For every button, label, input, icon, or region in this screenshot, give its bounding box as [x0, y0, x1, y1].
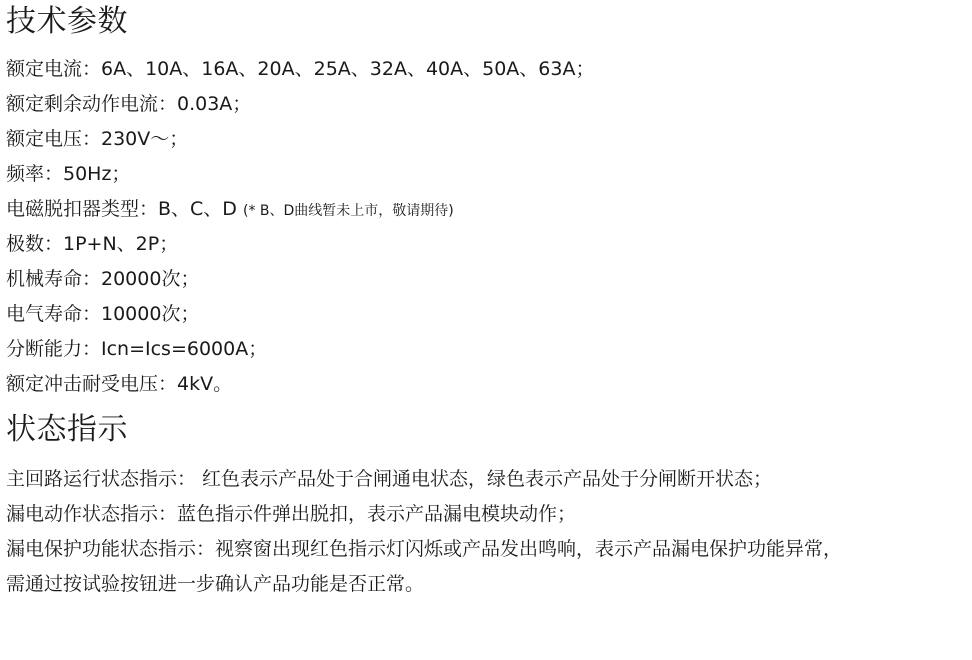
spec-mechanical-life: 机械寿命：20000次； — [6, 268, 200, 290]
status-leakage-protection: 漏电保护功能状态指示：视察窗出现红色指示灯闪烁或产品发出鸣响，表示产品漏电保护功能异常，需通过按试验按钮进一步确认产品功能是否正常。 — [6, 538, 843, 595]
spec-residual-current: 额定剩余动作电流：0.03A； — [6, 93, 252, 115]
spec-poles: 极数：1P+N、2P； — [6, 233, 179, 255]
status-leakage-action: 漏电动作状态指示：蓝色指示件弹出脱扣，表示产品漏电模块动作； — [6, 503, 577, 525]
spec-rated-current: 额定电流：6A、10A、16A、20A、25A、32A、40A、50A、63A； — [6, 58, 595, 80]
spec-breaking-capacity: 分断能力：Icn=Ics=6000A； — [6, 338, 268, 360]
tech-params-list — [6, 52, 972, 402]
trip-type-note: (* B、D曲线暂未上市，敬请期待) — [242, 203, 454, 219]
spec-trip-type-text: 电磁脱扣器类型：B、C、D — [6, 198, 237, 220]
tech-params-heading: 技术参数 — [6, 4, 128, 39]
spec-frequency: 频率：50Hz； — [6, 163, 131, 185]
spec-trip-type — [6, 192, 972, 227]
status-indication-heading: 状态指示 — [6, 412, 128, 447]
spec-rated-voltage: 额定电压：230V～； — [6, 128, 189, 150]
status-indication-list — [6, 462, 972, 602]
spec-electrical-life: 电气寿命：10000次； — [6, 303, 200, 325]
spec-impulse-voltage: 额定冲击耐受电压：4kV。 — [6, 373, 233, 395]
status-main-circuit: 主回路运行状态指示： 红色表示产品处于合闸通电状态，绿色表示产品处于分闸断开状态； — [6, 468, 773, 490]
